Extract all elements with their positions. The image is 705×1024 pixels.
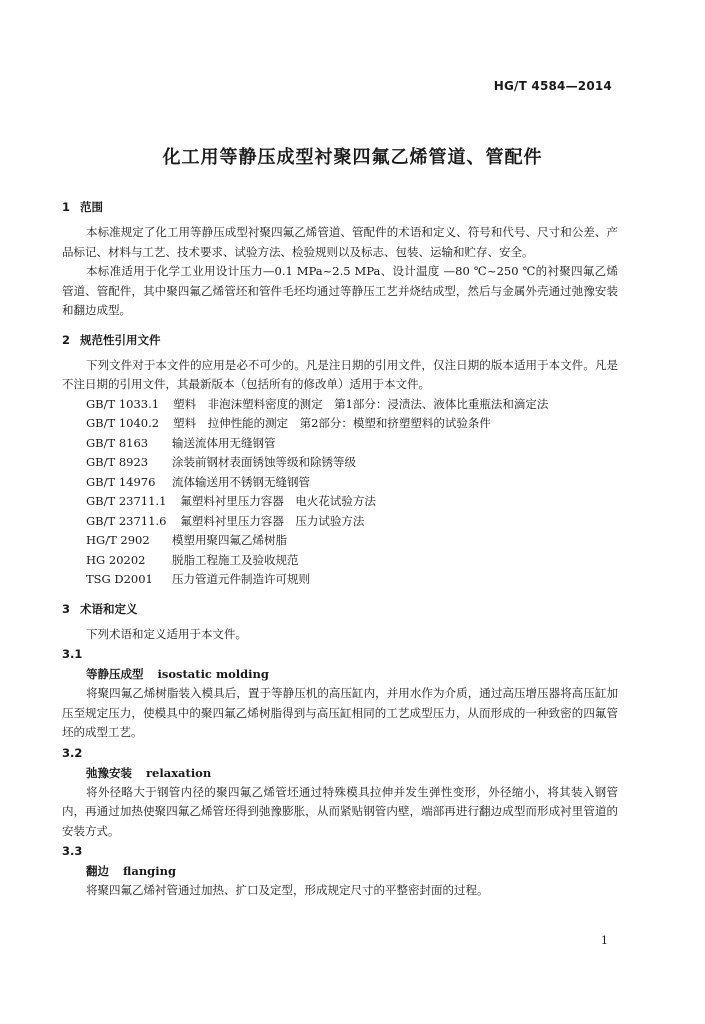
term-definition: 将聚四氟乙烯树脂装入模具后，置于等静压机的高压缸内，并用水作为介质，通过高压增压器将高压缸加压至规定压力，使模具中的聚四氟乙烯树脂得到与高压缸相同的工艺成型压力，从而形成的一种致密的四氟管坯的成型工艺。 [62, 686, 618, 739]
page-number: 1 [601, 934, 608, 947]
reference-name: 模塑用聚四氟乙烯树脂 [172, 533, 287, 547]
term-english: isostatic molding [157, 667, 269, 681]
reference-item [62, 492, 618, 512]
section-1-paragraph-2: 本标准适用于化学工业用设计压力—0.1 MPa~2.5 MPa、设计温度 —80 ℃~250 ℃的衬聚四氟乙烯管道、管配件，其中聚四氟乙烯管坯和管件毛坯均通过等静压工艺并烧结成型，然后与金属外壳通过弛豫安装和翻边成型。 [62, 264, 618, 317]
reference-item [62, 453, 618, 473]
term-number: 3.2 [62, 745, 83, 760]
term-chinese: 翻边 [86, 864, 109, 878]
term-chinese: 等静压成型 [86, 667, 144, 681]
reference-name: 脱脂工程施工及验收规范 [172, 552, 299, 567]
reference-code: GB/T 1040.2 [86, 416, 160, 430]
reference-item [62, 414, 618, 434]
normative-references-list [62, 395, 618, 590]
reference-code: TSG D2001 [86, 572, 153, 586]
reference-item [62, 551, 618, 571]
reference-code: GB/T 8923 [86, 455, 149, 469]
reference-item [62, 434, 618, 454]
reference-code: HG 20202 [86, 552, 146, 567]
term-number: 3.1 [62, 647, 83, 661]
standard-number: HG/T 4584—2014 [493, 79, 612, 93]
section-3-title: 术语和定义 [80, 601, 138, 616]
reference-item [62, 512, 618, 532]
document-body [62, 198, 618, 901]
document-title: 化工用等静压成型衬聚四氟乙烯管道、管配件 [162, 147, 543, 168]
section-1-paragraph-1: 本标准规定了化工用等静压成型衬聚四氟乙烯管道、管配件的术语和定义、符号和代号、尺寸和公差、产品标记、材料与工艺、技术要求、试验方法、检验规则以及标志、包装、运输和贮存、安全。 [62, 225, 618, 259]
reference-code: GB/T 23711.6 [86, 513, 167, 528]
term-number: 3.3 [62, 844, 83, 858]
term-title [62, 664, 618, 684]
reference-name: 塑料 拉伸性能的测定 第2部分：模塑和挤塑塑料的试验条件 [173, 416, 491, 430]
reference-name: 流体输送用不锈钢无缝钢管 [172, 474, 310, 489]
reference-name: 氟塑料衬里压力容器 电火花试验方法 [180, 494, 376, 508]
term-english: flanging [123, 864, 176, 878]
section-1-heading [62, 198, 618, 216]
reference-name: 涂装前钢材表面锈蚀等级和除锈等级 [172, 455, 356, 469]
reference-code: HG/T 2902 [86, 533, 150, 547]
section-2-heading [62, 331, 618, 349]
section-1-number: 1 [62, 200, 71, 214]
reference-name: 氟塑料衬里压力容器 压力试验方法 [180, 513, 365, 528]
term-chinese: 弛豫安装 [86, 765, 132, 780]
term-english: relaxation [146, 765, 212, 780]
reference-name: 压力管道元件制造许可规则 [172, 572, 310, 586]
reference-code: GB/T 8163 [86, 435, 149, 450]
section-1-title: 范围 [80, 200, 103, 214]
reference-item [62, 395, 618, 415]
section-2-number: 2 [62, 332, 71, 347]
section-3-number: 3 [62, 601, 71, 616]
reference-item [62, 570, 618, 590]
reference-code: GB/T 23711.1 [86, 494, 167, 508]
term-definition: 将外径略大于钢管内径的聚四氟乙烯管坯通过特殊模具拉伸并发生弹性变形，外径缩小，将其装入钢管内，再通过加热使聚四氟乙烯管坯得到弛豫膨胀，从而紧贴钢管内壁，端部再进行翻边成型而形成衬里管道的安装方式。 [62, 784, 618, 838]
reference-item [62, 531, 618, 551]
section-2-intro: 下列文件对于本文件的应用是必不可少的。凡是注日期的引用文件，仅注日期的版本适用于本文件。凡是不注日期的引用文件，其最新版本（包括所有的修改单）适用于本文件。 [62, 357, 618, 391]
term-definition: 将聚四氟乙烯衬管通过加热、扩口及定型，形成规定尺寸的平整密封面的过程。 [86, 883, 489, 897]
reference-name: 塑料 非泡沫塑料密度的测定 第1部分：浸渍法、液体比重瓶法和滴定法 [173, 396, 549, 411]
section-2-title: 规范性引用文件 [80, 332, 161, 347]
section-3-intro: 下列术语和定义适用于本文件。 [86, 626, 247, 641]
term-title [62, 861, 618, 881]
term-title [62, 763, 618, 783]
reference-name: 输送流体用无缝钢管 [172, 435, 276, 450]
reference-item [62, 473, 618, 493]
reference-code: GB/T 14976 [86, 474, 156, 489]
reference-code: GB/T 1033.1 [86, 396, 160, 411]
section-3-heading [62, 600, 618, 618]
